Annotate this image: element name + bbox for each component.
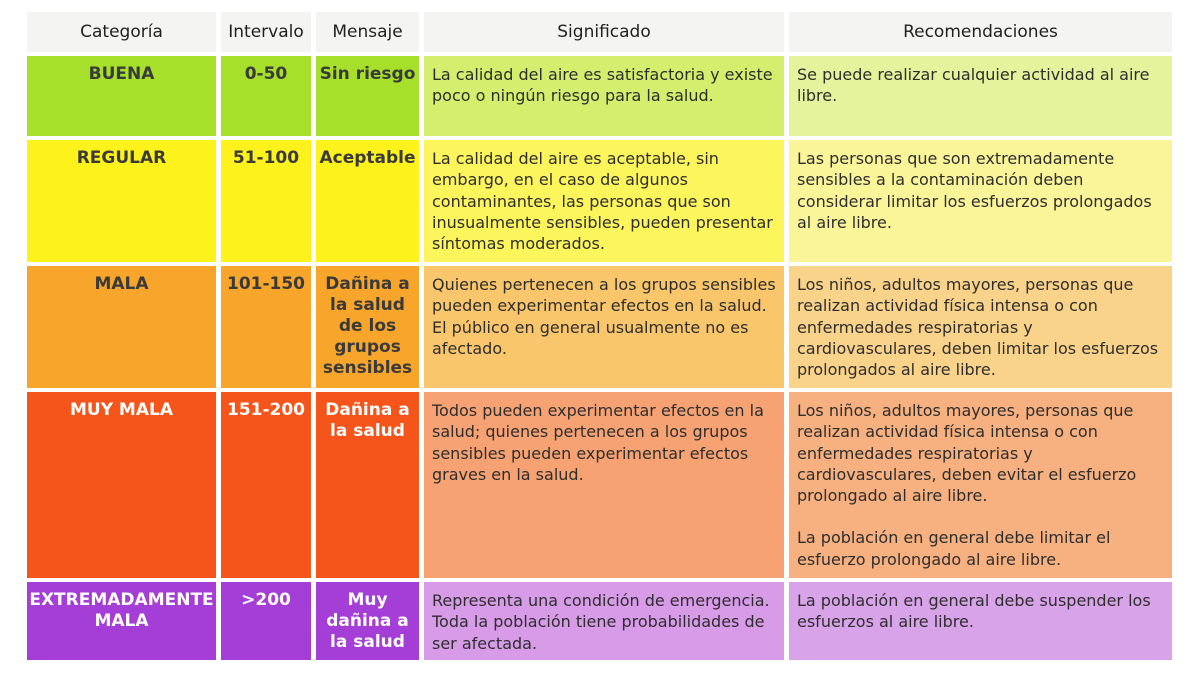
recomendacion-cell [789, 56, 1172, 136]
recomendacion-text: Se puede realizar cualquier actividad al aire libre. [797, 65, 1150, 106]
recomendacion-text: Los niños, adultos mayores, personas que realizan actividad física intensa o con enfermedades respiratorias y cardiovasculares, deben limitar los esfuerzos prolongados al aire libre. [797, 275, 1159, 380]
significado-cell: Quienes pertenecen a los grupos sensibles pueden experimentar efectos en la salud. El público en general usualmente no es afectado. [424, 266, 784, 388]
header-recomendaciones: Recomendaciones [789, 12, 1172, 52]
table-row-regular [27, 140, 1172, 262]
recomendacion-text: Los niños, adultos mayores, personas que realizan actividad física intensa o con enfermedades respiratorias y cardiovasculares, deben evitar el esfuerzo prolongado al aire libre. [797, 401, 1137, 506]
mensaje-cell: Sin riesgo [316, 56, 419, 136]
air-quality-table [22, 8, 1177, 664]
paragraph-spacer [797, 506, 1164, 527]
categoria-cell: REGULAR [27, 140, 216, 262]
categoria-cell: BUENA [27, 56, 216, 136]
significado-cell: La calidad del aire es satisfactoria y existe poco o ningún riesgo para la salud. [424, 56, 784, 136]
table-row-muy-mala [27, 392, 1172, 578]
mensaje-cell: Dañina a la salud de los grupos sensibles [316, 266, 419, 388]
mensaje-cell: Muy dañina a la salud [316, 582, 419, 660]
table-header-row [27, 12, 1172, 52]
intervalo-cell: 51-100 [221, 140, 311, 262]
significado-cell: La calidad del aire es aceptable, sin embargo, en el caso de algunos contaminantes, las personas que son inusualmente sensibles, pueden presentar síntomas moderados. [424, 140, 784, 262]
recomendacion-cell [789, 392, 1172, 578]
header-categoria: Categoría [27, 12, 216, 52]
categoria-cell: MALA [27, 266, 216, 388]
recomendacion-text: La población en general debe suspender los esfuerzos al aire libre. [797, 591, 1151, 632]
header-mensaje: Mensaje [316, 12, 419, 52]
recomendacion-extra-text: La población en general debe limitar el esfuerzo prolongado al aire libre. [797, 528, 1111, 569]
header-significado: Significado [424, 12, 784, 52]
categoria-cell: MUY MALA [27, 392, 216, 578]
intervalo-cell: 101-150 [221, 266, 311, 388]
recomendacion-text: Las personas que son extremadamente sensibles a la contaminación deben considerar limitar los esfuerzos prolongados al aire libre. [797, 149, 1152, 232]
recomendacion-cell [789, 266, 1172, 388]
table-row-extremadamente-mala [27, 582, 1172, 660]
intervalo-cell: 151-200 [221, 392, 311, 578]
categoria-cell: EXTREMADAMENTE MALA [27, 582, 216, 660]
header-intervalo: Intervalo [221, 12, 311, 52]
table-row-buena [27, 56, 1172, 136]
significado-cell: Representa una condición de emergencia. Toda la población tiene probabilidades de ser afectada. [424, 582, 784, 660]
recomendacion-cell [789, 582, 1172, 660]
mensaje-cell: Aceptable [316, 140, 419, 262]
intervalo-cell: >200 [221, 582, 311, 660]
recomendacion-cell [789, 140, 1172, 262]
mensaje-cell: Dañina a la salud [316, 392, 419, 578]
table-row-mala [27, 266, 1172, 388]
significado-cell: Todos pueden experimentar efectos en la salud; quienes pertenecen a los grupos sensibles pueden experimentar efectos graves en la salud. [424, 392, 784, 578]
intervalo-cell: 0-50 [221, 56, 311, 136]
